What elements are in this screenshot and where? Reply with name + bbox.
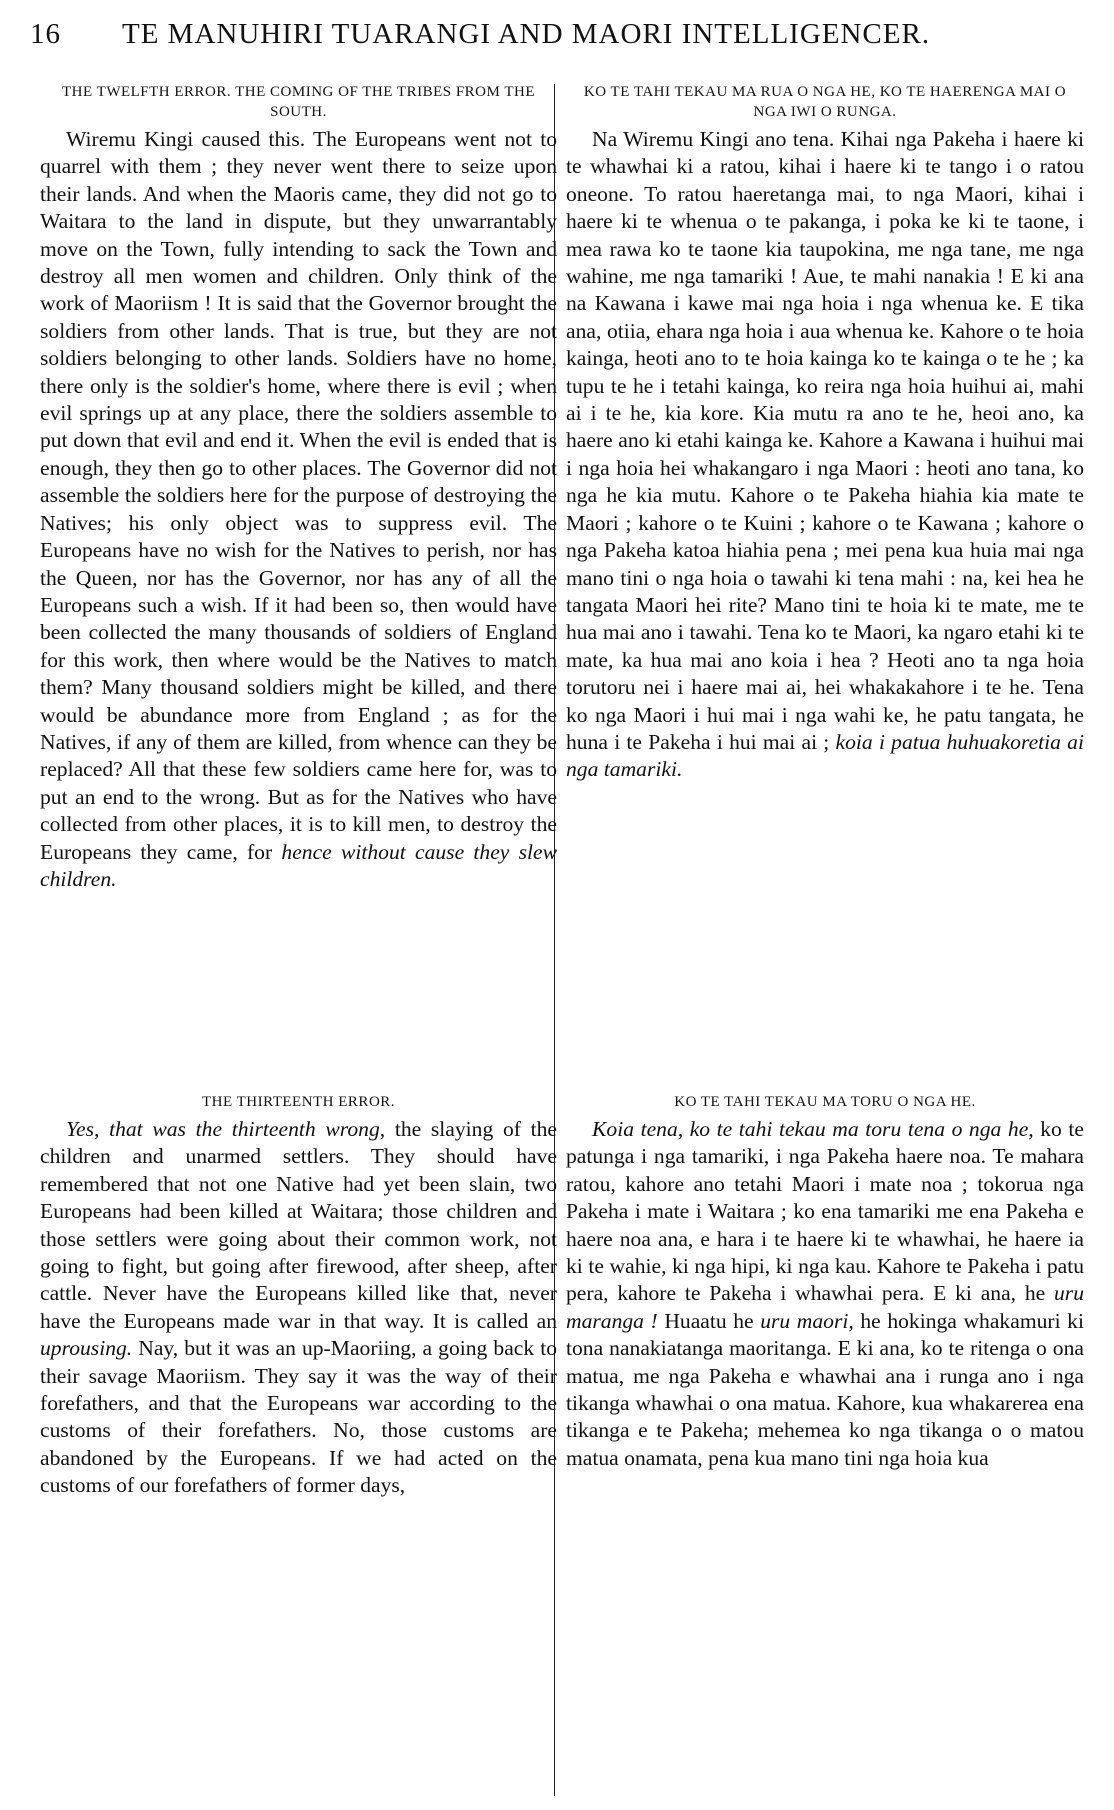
paragraph-text: he hokinga whakamuri ki tona nanakiatanga maoritanga. E ki ana, ko te ritenga o ona matua, me nga Pakeha e whawhai ana i runga ano i nga tikanga whawhai o ona matua. Kahore, kua whakarerea ena tikanga e te Pakeha; mehemea ko nga tikanga o o matou matua onamata, pena kua mano tini nga hoia kua xyxy=(566,1308,1084,1470)
italic-text: uru maori, xyxy=(760,1308,854,1333)
english-section-twelfth-error xyxy=(40,82,557,893)
italic-text: uprousing. xyxy=(40,1336,133,1361)
maori-section-tekau-ma-toru xyxy=(566,1092,1084,1472)
italic-text: koia i patua huhuakoretia ai nga tamariki. xyxy=(566,729,1084,782)
article-paragraph xyxy=(40,1116,557,1500)
maori-section-tekau-ma-rua xyxy=(566,82,1084,784)
paragraph-text: Huaatu he xyxy=(664,1308,754,1333)
publication-title: TE MANUHIRI TUARANGI AND MAORI INTELLIGENCER. xyxy=(122,18,931,50)
section-heading: KO TE TAHI TEKAU MA TORU O NGA HE. xyxy=(674,1094,976,1110)
section-heading: THE THIRTEENTH ERROR. xyxy=(201,1094,396,1110)
maori-column xyxy=(566,82,1084,1470)
italic-text: Yes, that was the thirteenth wrong, xyxy=(66,1117,386,1141)
section-heading: THE TWELFTH ERROR. THE COMING OF THE TRIBES FROM THE SOUTH. xyxy=(62,84,535,120)
page-number: 16 xyxy=(30,18,61,50)
paragraph-text: ko te patunga i nga tamariki, i nga Pakeha haere noa. Te mahara ratou, kahore ano tetahi Maori i mate noa ; tokorua nga Pakeha i mate i Waitara ; ko ena tamariki me ena Pakeha e haere noa ana, e hara i te haere ki te whawhai, he haere ia ki te wahie, ki nga hipi, ki nga kau. Kahore te Pakeha i patu pera, kahore te Pakeha i whawhai pera. E ki ana, he xyxy=(566,1117,1084,1306)
page-header xyxy=(30,18,1090,58)
english-section-thirteenth-error xyxy=(40,1092,557,1500)
paragraph-text: Wiremu Kingi caused this. The Europeans went not to quarrel with them ; they never went there to seize upon their lands. And when the Maoris came, they did not go to Waitara to the land in dispute, but they unwarrantably move on the Town, fully intending to sack the Town and destroy all men women and children. Only think of the work of Maoriism ! It is said that the Governor brought the soldiers from other lands. That is true, but they are not soldiers belonging to other lands. Soldiers have no home, there only is the soldier's home, where there is evil ; when evil springs up at any place, there the soldiers assemble to put down that evil and end it. When the evil is ended that is enough, they then go to other places. The Governor did not assemble the soldiers here for the purpose of destroying the Natives; his only object was to suppress evil. The Europeans have no wish for the Natives to perish, nor has the Queen, nor has the Governor, nor has any of all the Europeans such a wish. If it had been so, then would have been collected the many thousands of soldiers of England for this work, then where would be the Natives to match them? Many thousand soldiers might be killed, and there would be abundance more from England ; as for the Natives, if any of them are killed, from whence can they be replaced? All that these few soldiers came here for, was to put an end to the wrong. But as for the Natives who have collected from other places, it is to kill men, to destroy the Europeans they came, for xyxy=(40,127,557,864)
article-paragraph xyxy=(566,1116,1084,1472)
paragraph-text: the slaying of the children and unarmed settlers. They should have remembered that not one Native had yet been slain, two Europeans had been killed at Waitara; those children and those settlers were going about their common work, not going to fight, but going after firewood, after sheep, after cattle. Never have the Europeans killed like that, never have the Europeans made war in that way. It is called an xyxy=(40,1117,557,1333)
italic-text: uru maranga ! xyxy=(566,1281,1084,1333)
article-paragraph xyxy=(566,126,1084,784)
english-column xyxy=(40,82,557,1498)
italic-text: hence without cause they slew children. xyxy=(40,839,557,891)
italic-text: Koia tena, ko te tahi tekau ma toru tena o nga he, xyxy=(592,1117,1034,1141)
paragraph-text: Na Wiremu Kingi ano tena. Kihai nga Pakeha i haere ki te whawhai ki a ratou, kihai i haere ki te tango i o ratou oneone. To ratou haeretanga mai, to nga Maori, kihai i haere ki te whenua o te pakanga, i poka ke ki te taone, i mea rawa ko te taone kia taupokina, me nga tane, me nga wahine, me nga tamariki ! Aue, te mahi nanakia ! E ki ana na Kawana i kawe mai nga hoia i nga whenua ke. E tika ana, otiia, ehara nga hoia i aua whenua ke. Kahore o te hoia kainga, heoti ano to te hoia kainga ko te kainga o te he ; ka tupu te he i tetahi kainga, ko reira nga hoia huihui ai, mahi ai i te he, kia kore. Kia mutu ra ano te he, heoi ano, ka haere ano ki etahi kainga ke. Kahore a Kawana i huihui mai i nga hoia hei whakangaro i nga Maori : heoti ano tana, ko nga he kia mutu. Kahore o te Pakeha hiahia kia mate te Maori ; kahore o te Kuini ; kahore o te Kawana ; kahore o nga Pakeha katoa hiahia pena ; mei pena kua huia mai nga mano tini o nga hoia o tawahi ki tena mahi : na, kei hea he tangata Maori hei rite? Mano tini te hoia ki te mate, me te hua mai ano i tawahi. Tena ko te Maori, ka ngaro etahi ki te mate, ka hua mai ano koia i hea ? Heoti ano ta nga hoia torutoru nei i haere mai ai, hei whakakahore i te he. Tena ko nga Maori i hui mai i nga wahi ke, he patu tangata, he huna i te Pakeha i hui mai ai ; xyxy=(566,127,1084,754)
section-heading: KO TE TAHI TEKAU MA RUA O NGA HE, KO TE HAERENGA MAI O NGA IWI O RUNGA. xyxy=(583,84,1067,120)
paragraph-text: Nay, but it was an up-Maoriing, a going back to their savage Maoriism. They say it was the way of their forefathers, and that the Europeans war according to the customs of their forefathers. No, those customs are abandoned by the Europeans. If we had acted on the customs of our forefathers of former days, xyxy=(40,1336,557,1498)
article-paragraph xyxy=(40,126,557,893)
